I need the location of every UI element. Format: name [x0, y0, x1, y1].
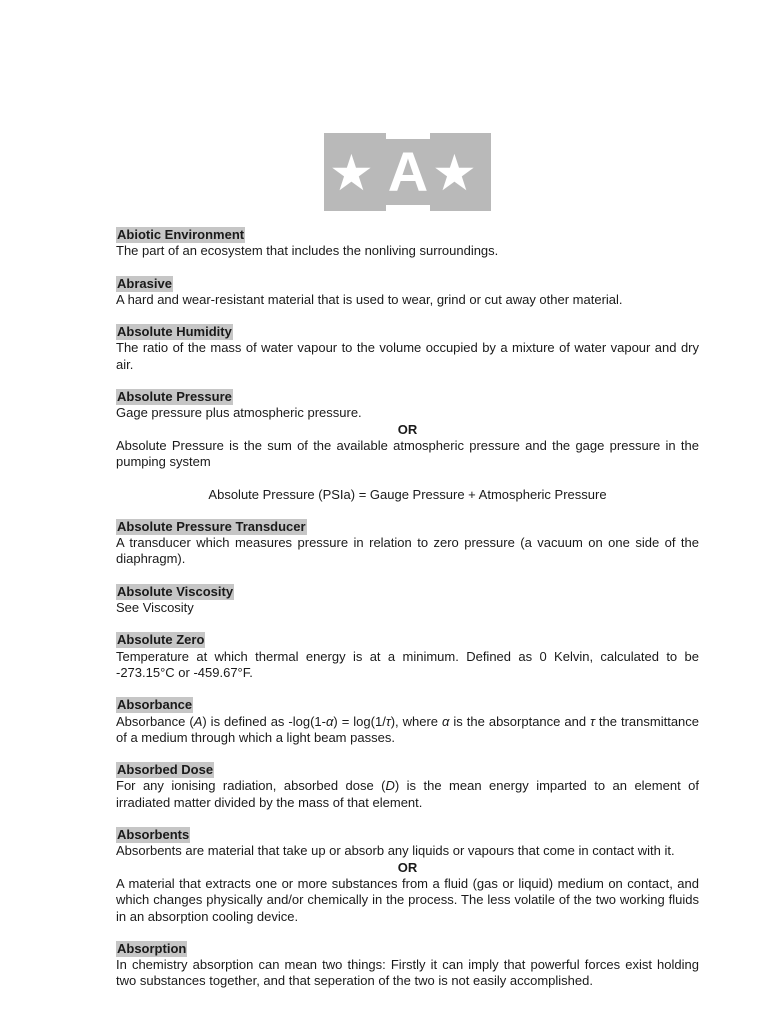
- glossary-definition: Absorbance (A) is defined as -log(1-α) = log(1/τ), where α is the absorptance and τ the transmittance of a medium through which a light beam passes.: [116, 713, 700, 745]
- glossary-definition: See Viscosity: [116, 600, 194, 616]
- glossary-definition: Temperature at which thermal energy is at a minimum. Defined as 0 Kelvin, calculated to be -273.15°C or -459.67°F.: [116, 648, 699, 680]
- glossary-entry: [116, 632, 699, 681]
- glossary-term: Absorbents: [117, 827, 190, 843]
- glossary-definition: A hard and wear-resistant material that is used to wear, grind or cut away other material.: [116, 291, 623, 307]
- glossary-term: Absolute Pressure: [117, 389, 232, 405]
- glossary-definition: The part of an ecosystem that includes the nonliving surroundings.: [116, 243, 499, 259]
- glossary-definition-alt: A material that extracts one or more substances from a fluid (gas or liquid) medium on contact, and which changes physically and/or chemically in the process. The less volatile of the two working fluids in an absorption cooling device.: [116, 875, 699, 924]
- glossary-entry: [116, 519, 699, 568]
- glossary-definition: A transducer which measures pressure in relation to zero pressure (a vacuum on one side of the diaphragm).: [116, 535, 699, 567]
- glossary-definition-alt: Absolute Pressure is the sum of the available atmospheric pressure and the gage pressure in the pumping system: [116, 437, 699, 470]
- glossary-term: Absolute Zero: [117, 632, 205, 648]
- glossary-definition: Absorbents are material that take up or absorb any liquids or vapours that come in contact with it.: [116, 843, 675, 859]
- glossary-entry: [116, 227, 699, 260]
- glossary-term: Absorption: [117, 940, 187, 956]
- star-icon: ★: [329, 144, 374, 202]
- glossary-content: [116, 227, 699, 1006]
- glossary-definition: The ratio of the mass of water vapour to the volume occupied by a mixture of water vapour and dry air.: [116, 340, 699, 372]
- letter-a-logo: [324, 133, 491, 211]
- glossary-entry: [116, 941, 699, 990]
- or-separator: OR: [397, 859, 418, 875]
- glossary-definition: In chemistry absorption can mean two things: Firstly it can imply that powerful forces exist holding two substances together, and that seperation of the two is not easily accomplished.: [116, 957, 699, 989]
- glossary-term: Absolute Viscosity: [117, 583, 234, 599]
- glossary-term: Abrasive: [117, 275, 172, 291]
- glossary-entry: [116, 324, 699, 373]
- glossary-entry: [116, 697, 699, 746]
- formula: Absolute Pressure (PSIa) = Gauge Pressure + Atmospheric Pressure: [208, 486, 607, 502]
- glossary-entry: [116, 389, 699, 503]
- glossary-entry: [116, 584, 699, 617]
- logo-notch-bottom: [386, 205, 430, 211]
- glossary-entry: [116, 827, 699, 925]
- glossary-term: Absolute Pressure Transducer: [117, 518, 306, 534]
- glossary-definition: Gage pressure plus atmospheric pressure.: [116, 405, 362, 421]
- glossary-term: Abiotic Environment: [117, 227, 245, 242]
- glossary-term: Absolute Humidity: [117, 324, 232, 340]
- glossary-term: Absorbance: [117, 697, 193, 713]
- star-icon: ★: [432, 144, 477, 202]
- glossary-entry: [116, 276, 699, 309]
- logo-letter: A: [387, 140, 429, 203]
- glossary-term: Absorbed Dose: [117, 762, 214, 778]
- glossary-entry: [116, 762, 699, 811]
- or-separator: OR: [397, 421, 418, 437]
- glossary-definition: For any ionising radiation, absorbed dose (D) is the mean energy imparted to an element of irradiated matter divided by the mass of that element.: [116, 778, 699, 810]
